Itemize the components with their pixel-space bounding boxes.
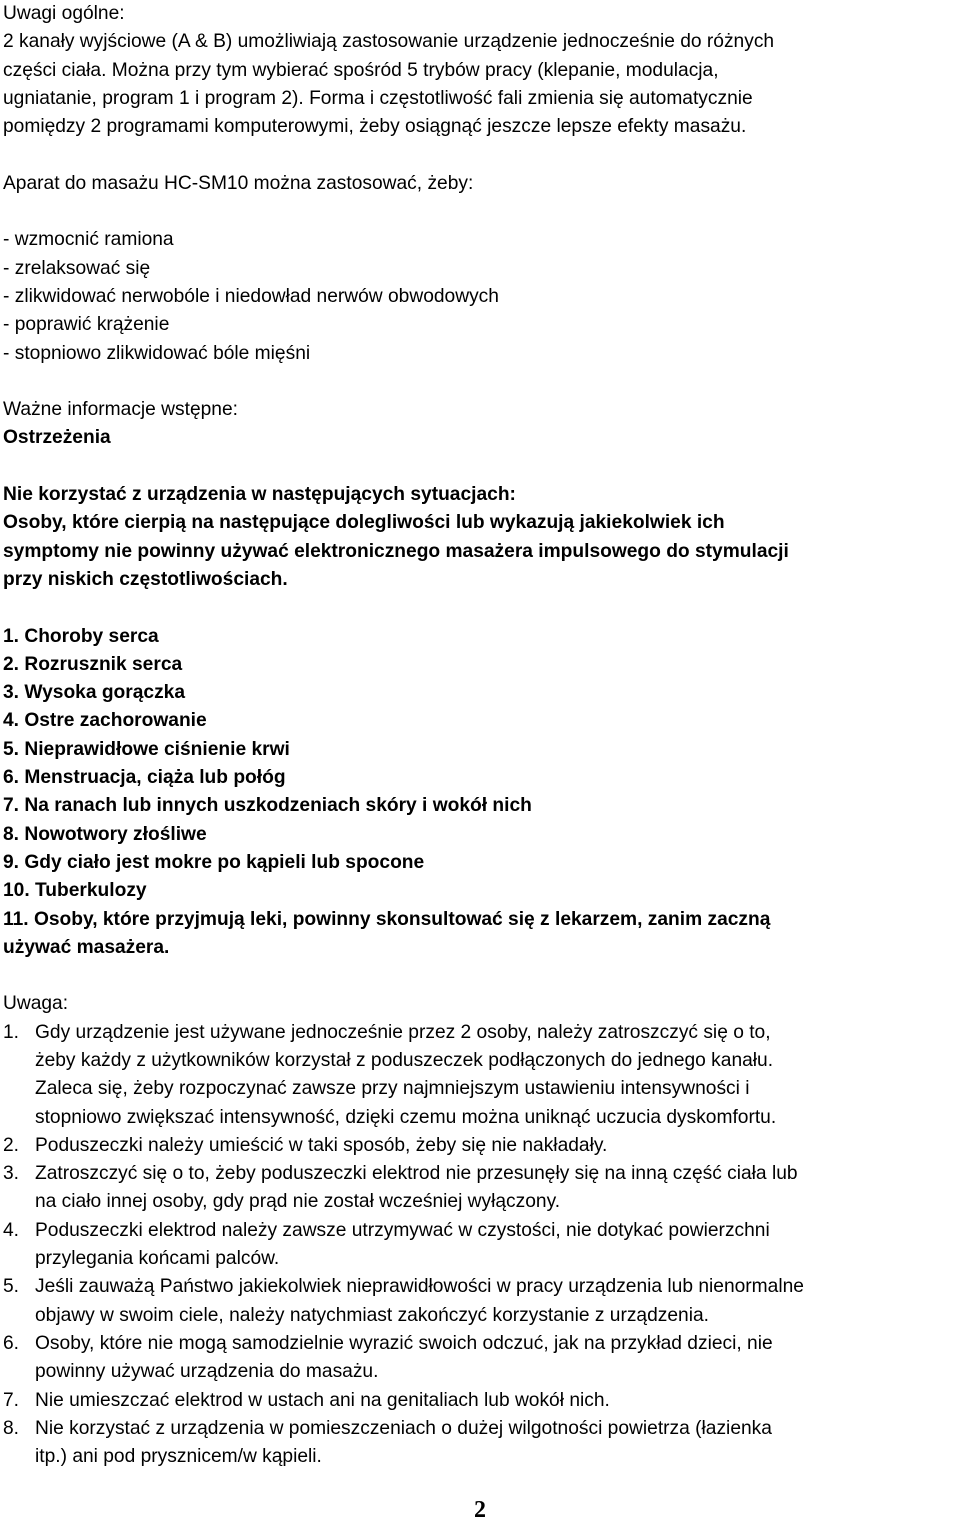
notes-list (3, 1019, 955, 1472)
notes-item-line: Osoby, które nie mogą samodzielnie wyrazić swoich odczuć, jak na przykład dzieci, nie (35, 1332, 773, 1354)
general-line: 2 kanały wyjściowe (A & B) umożliwiają zastosowanie urządzenie jednocześnie do różnych (3, 31, 775, 53)
contraindication-item: 9. Gdy ciało jest mokre po kąpieli lub spocone (3, 851, 425, 873)
notes-item (3, 1273, 955, 1330)
spacer (3, 141, 955, 169)
contraindications-line: symptomy nie powinny używać elektronicznego masażera impulsowego do stymulacji (3, 540, 789, 562)
warnings-title: Ostrzeżenia (3, 427, 111, 449)
uses-item: - zlikwidować nerwobóle i niedowład nerwów obwodowych (3, 285, 499, 307)
notes-item-line: powinny używać urządzenia do masażu. (35, 1361, 379, 1383)
contraindication-item: 8. Nowotwory złośliwe (3, 823, 207, 845)
contraindication-item: 5. Nieprawidłowe ciśnienie krwi (3, 738, 290, 760)
notes-item (3, 1330, 955, 1387)
contraindication-item: 10. Tuberkulozy (3, 880, 147, 902)
spacer (3, 368, 955, 396)
uses-intro: Aparat do masażu HC-SM10 można zastosować, żeby: (3, 172, 474, 194)
notes-item-line: przylegania końcami palców. (35, 1248, 280, 1270)
notes-item (3, 1217, 955, 1274)
notes-item (3, 1019, 955, 1132)
contraindication-item: 11. Osoby, które przyjmują leki, powinny skonsultować się z lekarzem, zanim zaczną (3, 908, 771, 930)
notes-item-line: żeby każdy z użytkowników korzystał z poduszeczek podłączonych do jednego kanału. (35, 1049, 774, 1071)
notes-item-number: 4. (3, 1219, 20, 1241)
notes-item-line: Poduszeczki elektrod należy zawsze utrzymywać w czystości, nie dotykać powierzchni (35, 1219, 770, 1241)
contraindication-item: 7. Na ranach lub innych uszkodzeniach skóry i wokół nich (3, 795, 532, 817)
notes-item-line: na ciało innej osoby, gdy prąd nie został wcześniej wyłączony. (35, 1191, 561, 1213)
contraindications-line: przy niskich częstotliwościach. (3, 568, 288, 590)
document-page (3, 0, 955, 1471)
spacer (3, 962, 955, 990)
notes-item-number: 5. (3, 1276, 20, 1298)
page-number: 2 (474, 1497, 486, 1523)
spacer (3, 453, 955, 481)
contraindications-line: Nie korzystać z urządzenia w następujących sytuacjach: (3, 484, 516, 506)
uses-item: - poprawić krążenie (3, 314, 170, 336)
notes-item (3, 1160, 955, 1217)
notes-item-line: Zaleca się, żeby rozpoczynać zawsze przy najmniejszym ustawieniu intensywności i (35, 1078, 750, 1100)
general-line: części ciała. Można przy tym wybierać spośród 5 trybów pracy (klepanie, modulacja, (3, 59, 719, 81)
uses-item: - stopniowo zlikwidować bóle mięśni (3, 342, 311, 364)
contraindication-item: 2. Rozrusznik serca (3, 653, 183, 675)
notes-item-number: 3. (3, 1163, 20, 1185)
notes-heading: Uwaga: (3, 993, 69, 1015)
notes-item-line: Jeśli zauważą Państwo jakiekolwiek nieprawidłowości w pracy urządzenia lub nienormalne (35, 1276, 804, 1298)
notes-item-line: itp.) ani pod prysznicem/w kąpieli. (35, 1446, 322, 1468)
notes-item-line: stopniowo zwiększać intensywność, dzięki czemu można uniknąć uczucia dyskomfortu. (35, 1106, 777, 1128)
contraindication-item: 6. Menstruacja, ciąża lub połóg (3, 767, 286, 789)
notes-item-number: 6. (3, 1332, 20, 1354)
spacer (3, 198, 955, 226)
notes-item (3, 1387, 955, 1415)
general-line: pomiędzy 2 programami komputerowymi, żeby osiągnąć jeszcze lepsze efekty masażu. (3, 116, 747, 138)
important-heading: Ważne informacje wstępne: (3, 399, 238, 421)
notes-item-number: 7. (3, 1389, 20, 1411)
notes-item-number: 2. (3, 1134, 20, 1156)
contraindications-line: Osoby, które cierpią na następujące dolegliwości lub wykazują jakiekolwiek ich (3, 512, 725, 534)
contraindication-item: 3. Wysoka gorączka (3, 682, 186, 704)
notes-item (3, 1415, 955, 1472)
notes-item-number: 1. (3, 1021, 20, 1043)
notes-item-line: Nie korzystać z urządzenia w pomieszczeniach o dużej wilgotności powietrza (łazienka (35, 1417, 772, 1439)
notes-item-line: objawy w swoim ciele, należy natychmiast zakończyć korzystanie z urządzenia. (35, 1304, 709, 1326)
contraindication-item: 1. Choroby serca (3, 625, 159, 647)
notes-item-number: 8. (3, 1417, 20, 1439)
spacer (3, 594, 955, 622)
notes-item-line: Gdy urządzenie jest używane jednocześnie przez 2 osoby, należy zatroszczyć się o to, (35, 1021, 771, 1043)
notes-item (3, 1132, 955, 1160)
uses-item: - wzmocnić ramiona (3, 229, 174, 251)
contraindication-item: 4. Ostre zachorowanie (3, 710, 207, 732)
notes-item-line: Zatroszczyć się o to, żeby poduszeczki elektrod nie przesunęły się na inną część ciała lub (35, 1163, 798, 1185)
notes-item-line: Nie umieszczać elektrod w ustach ani na genitaliach lub wokół nich. (35, 1389, 610, 1411)
contraindication-item: używać masażera. (3, 936, 170, 958)
notes-item-line: Poduszeczki należy umieścić w taki sposób, żeby się nie nakładały. (35, 1134, 608, 1156)
general-line: ugniatanie, program 1 i program 2). Forma i częstotliwość fali zmienia się automatycznie (3, 87, 753, 109)
general-heading: Uwagi ogólne: (3, 3, 125, 24)
uses-item: - zrelaksować się (3, 257, 151, 279)
